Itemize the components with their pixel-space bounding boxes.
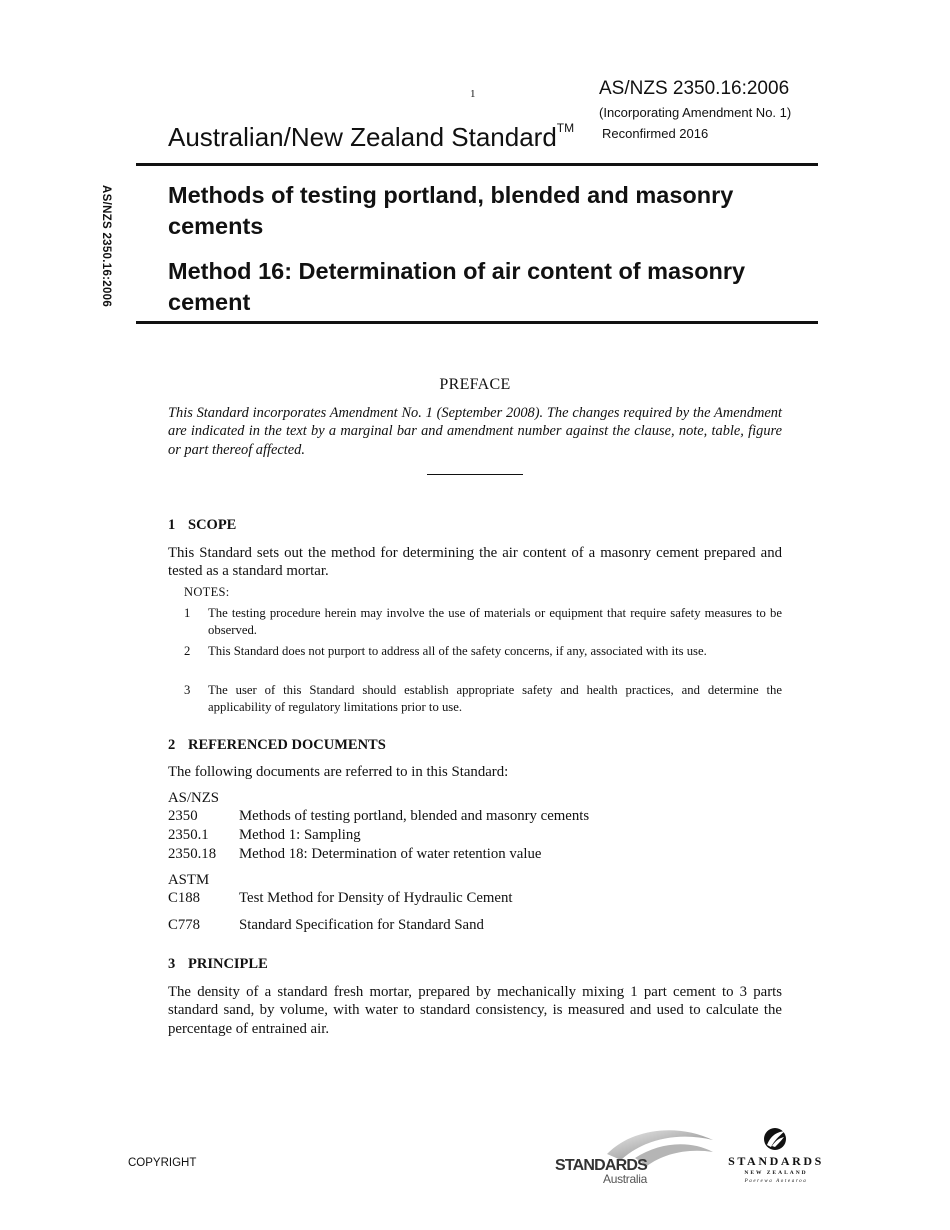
preface-divider: [427, 474, 523, 475]
note-item: [184, 643, 782, 660]
logo-nz-sub: NEW ZEALAND: [744, 1170, 808, 1176]
reference-group-label: AS/NZS: [168, 790, 219, 806]
preface-heading: PREFACE: [439, 376, 511, 393]
reference-row: [168, 890, 512, 907]
section-title: PRINCIPLE: [188, 956, 268, 972]
standard-type-text: Australian/New Zealand Standard: [168, 122, 557, 152]
reference-title: Methods of testing portland, blended and masonry cements: [239, 808, 590, 824]
section-number: 3: [168, 956, 176, 972]
reference-title: Test Method for Density of Hydraulic Cement: [239, 890, 513, 906]
note-item: [184, 605, 782, 639]
note-text: The user of this Standard should establish appropriate safety and health practices, and determine the applicability of regulatory limitations prior to use.: [208, 683, 782, 714]
nz-emblem-icon: [758, 1126, 792, 1152]
section-number: 2: [168, 737, 176, 753]
document-title: Methods of testing portland, blended and masonry cements: [168, 182, 734, 239]
note-text: The testing procedure herein may involve the use of materials or equipment that require safety measures to be observed.: [208, 606, 782, 637]
reference-code: C778: [168, 917, 201, 933]
standards-nz-logo: [720, 1124, 832, 1190]
standard-type: [168, 122, 574, 153]
reference-code: 2350.1: [168, 827, 209, 843]
reconfirmed-note: Reconfirmed 2016: [602, 126, 709, 141]
page-number: 1: [470, 88, 476, 100]
reference-row: [168, 917, 484, 934]
section-heading-references: [168, 737, 386, 754]
reference-code: 2350: [168, 808, 198, 824]
section-heading-principle: [168, 956, 268, 973]
header-rule-bottom: [136, 321, 818, 324]
principle-text: The density of a standard fresh mortar, prepared by mechanically mixing 1 part cement to 3 parts standard sand, by volume, with water to standard consistency, is measured and used to calculate the percentage of entrained air.: [168, 984, 782, 1037]
note-number: 2: [184, 644, 191, 658]
amendment-note: (Incorporating Amendment No. 1): [599, 105, 792, 120]
reference-row: [168, 808, 589, 825]
logo-australia-sub: Australia: [603, 1172, 647, 1186]
reference-row: [168, 827, 361, 844]
preface-text: This Standard incorporates Amendment No. 1 (September 2008). The changes required by the Amendment are indicated in the text by a marginal bar and amendment number against the clause, note, table, figure or part thereof affected.: [168, 405, 782, 458]
trademark-mark: TM: [556, 121, 575, 135]
reference-code: 2350.18: [168, 846, 217, 862]
reference-title: Method 18: Determination of water retention value: [239, 846, 542, 862]
section-heading-scope: [168, 517, 236, 534]
notes-label: NOTES:: [184, 585, 230, 599]
copyright-label: COPYRIGHT: [128, 1157, 197, 1169]
note-text: This Standard does not purport to address all of the safety concerns, if any, associated with its use.: [208, 644, 707, 658]
logo-australia-name: STANDARDS: [555, 1157, 648, 1174]
reference-group-label: ASTM: [168, 872, 210, 888]
logo-nz-maori: Paerewa Aotearoa: [744, 1179, 808, 1184]
section-number: 1: [168, 517, 176, 533]
method-title: Method 16: Determination of air content of masonry cement: [168, 258, 746, 315]
note-number: 1: [184, 606, 191, 620]
note-number: 3: [184, 683, 191, 697]
logo-nz-name: STANDARDS: [728, 1154, 824, 1168]
standards-australia-logo: [555, 1124, 715, 1190]
references-intro: The following documents are referred to in this Standard:: [168, 764, 509, 780]
reference-code: C188: [168, 890, 201, 906]
note-item: [184, 682, 782, 716]
section-title: SCOPE: [188, 517, 237, 533]
standard-id: AS/NZS 2350.16:2006: [599, 78, 790, 99]
header-rule-top: [136, 163, 818, 166]
scope-text: This Standard sets out the method for determining the air content of a masonry cement prepared and tested as a standard mortar.: [168, 545, 782, 580]
section-title: REFERENCED DOCUMENTS: [188, 737, 386, 753]
side-label: AS/NZS 2350.16:2006: [100, 185, 112, 308]
reference-title: Method 1: Sampling: [239, 827, 361, 843]
reference-title: Standard Specification for Standard Sand: [239, 917, 484, 933]
reference-row: [168, 846, 541, 863]
